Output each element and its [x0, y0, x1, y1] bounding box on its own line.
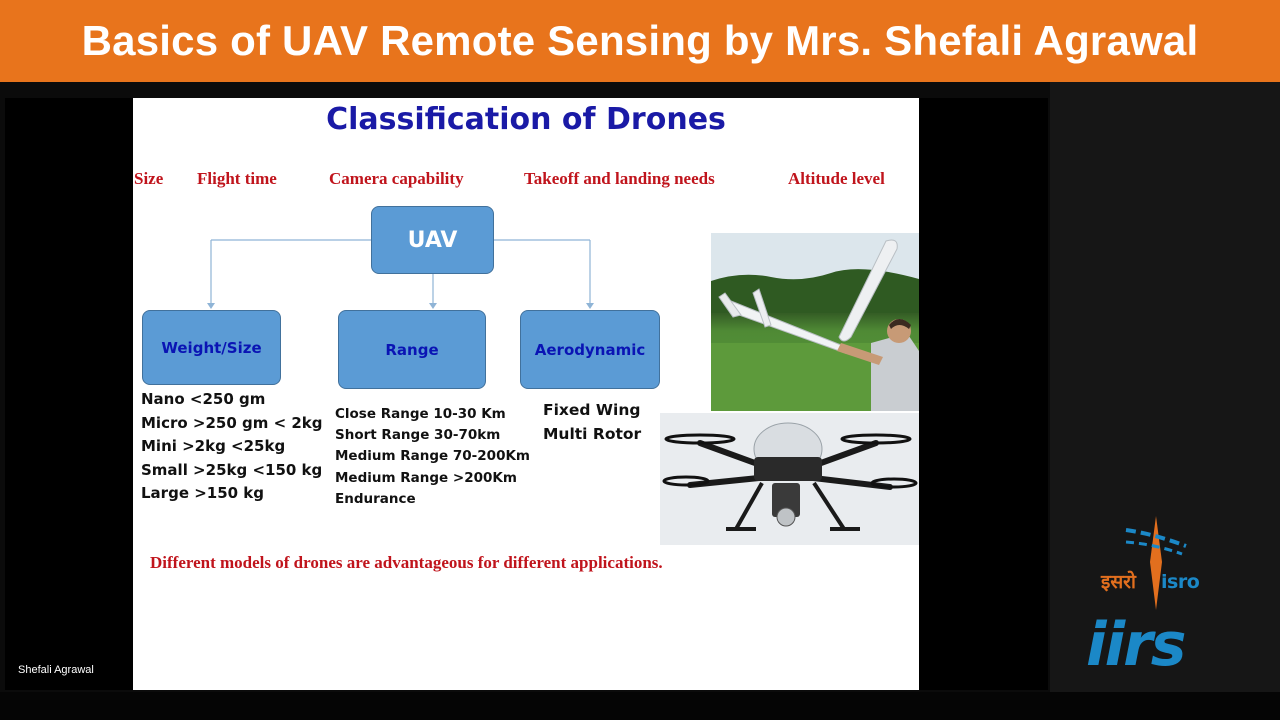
list-item: Medium Range >200Km	[335, 469, 517, 486]
list-item: Micro >250 gm < 2kg	[141, 413, 323, 432]
list-item: Large >150 kg	[141, 484, 265, 503]
list-item: Fixed Wing	[543, 401, 641, 419]
list-item: Multi Rotor	[543, 424, 642, 443]
weight-size-list	[141, 388, 323, 506]
range-node: Range	[338, 310, 486, 389]
iirs-wordmark: iirs	[1086, 610, 1185, 680]
criterion-altitude-level: Altitude level	[788, 169, 885, 188]
banner-title: Basics of UAV Remote Sensing by Mrs. Shefali Agrawal	[81, 17, 1199, 64]
list-item: Nano <250 gm	[141, 390, 266, 408]
isro-rocket-icon	[1082, 512, 1222, 612]
list-item: Medium Range 70-200Km	[335, 448, 530, 465]
aerodynamic-node: Aerodynamic	[520, 310, 660, 389]
presentation-slide	[133, 98, 919, 690]
title-banner	[0, 0, 1280, 82]
criterion-size: Size	[134, 169, 164, 188]
isro-latin-text: isro	[1161, 571, 1200, 593]
list-item: Short Range 30-70km	[335, 427, 501, 444]
weight-size-node: Weight/Size	[142, 310, 281, 385]
fixed-wing-drone-photo	[711, 233, 919, 411]
multi-rotor-drone-photo	[660, 413, 919, 545]
criterion-camera-capability: Camera capability	[329, 169, 464, 188]
list-item: Mini >2kg <25kg	[141, 437, 286, 456]
range-list	[335, 404, 530, 510]
list-item: Close Range 10-30 Km	[335, 406, 506, 422]
participant-name-label: Shefali Agrawal	[18, 664, 94, 676]
bottom-strip	[0, 692, 1280, 720]
list-item: Endurance	[335, 490, 416, 507]
list-item: Small >25kg <150 kg	[141, 460, 323, 479]
isro-hindi-text: इसरो	[1101, 571, 1136, 593]
criterion-flight-time: Flight time	[197, 169, 277, 188]
criterion-takeoff-landing: Takeoff and landing needs	[524, 169, 715, 188]
aerodynamic-list	[543, 399, 641, 446]
multi-rotor-drone-illustration	[660, 413, 919, 545]
uav-root-node: UAV	[371, 206, 494, 274]
fixed-wing-drone-illustration	[711, 233, 919, 411]
isro-iirs-logo	[1082, 512, 1222, 682]
slide-footnote: Different models of drones are advantageous for different applications.	[150, 553, 663, 572]
slide-title: Classification of Drones	[326, 102, 726, 137]
